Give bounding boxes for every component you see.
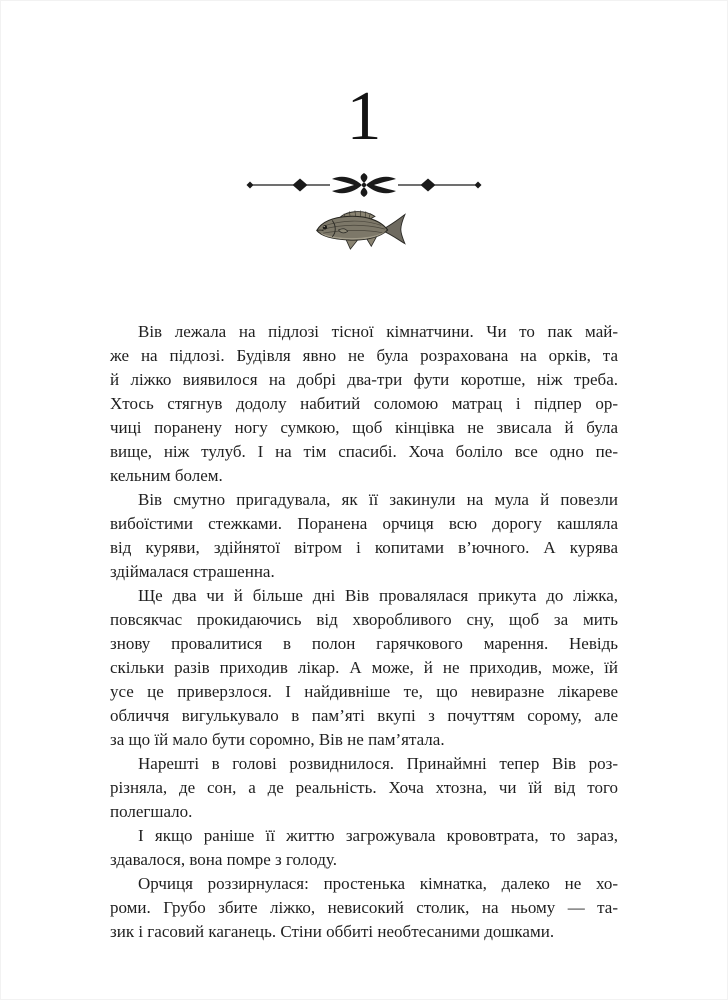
text-line: усе це приверзлося. І найдивніше те, що невиразне лікареве	[110, 682, 618, 701]
text-line: Орчиця роззирнулася: простенька кімнатка, далеко не хо-	[138, 874, 618, 893]
chapter-number: 1	[346, 78, 382, 155]
text-line: обличчя вигулькувало в пам’яті вкупі з почуттям сорому, але	[110, 706, 618, 725]
text-line: І якщо раніше її життю загрожувала крововтрата, то зараз,	[138, 826, 618, 845]
text-line: різняла, де сон, а де реальність. Хоча хтозна, чи їй від того	[110, 778, 618, 797]
fleuron-divider-icon	[244, 172, 484, 198]
text-line: вибоїстими стежками. Поранена орчиця всю дорогу кашляла	[110, 514, 618, 533]
text-line: Вів лежала на підлозі тісної кімнатчини. Чи то пак май-	[138, 322, 618, 341]
fish-illustration	[0, 208, 728, 254]
text-line: Вів смутно пригадувала, як її закинули на мула й повезли	[138, 490, 618, 509]
text-line: знову провалитися в полон гарячкового марення. Невідь	[110, 634, 618, 653]
text-line: здавалося, вона помре з голоду.	[110, 850, 337, 869]
text-line: чиці поранену ногу сумкою, щоб кінцівка не звисала й була	[110, 418, 618, 437]
text-line: повсякчас прокидаючись від хворобливого сну, щоб за мить	[110, 610, 618, 629]
text-line: від куряви, здійнятої вітром і копитами в’ючного. А курява	[110, 538, 618, 557]
text-line: за що їй мало бути соромно, Вів не пам’ятала.	[110, 730, 445, 749]
text-line: роми. Грубо збите ліжко, невисокий столик, на ньому — та-	[110, 898, 618, 917]
chapter-divider-ornament-icon	[0, 172, 728, 198]
text-line: полегшало.	[110, 802, 193, 821]
text-line: здіймалася страшенна.	[110, 562, 275, 581]
text-line: вище, ніж тулуб. І на тім спасибі. Хоча боліло все одно пе-	[110, 442, 618, 461]
text-line: й ліжко виявилося на добрі два-три фути коротше, ніж треба.	[110, 370, 618, 389]
text-line: скільки разів приходив лікар. А може, й не приходив, може, їй	[110, 658, 618, 677]
text-line: Нарешті в голові розвиднилося. Принаймні тепер Вів роз-	[138, 754, 618, 773]
text-line: Хтось стягнув додолу набитий соломою матрац і підпер ор-	[110, 394, 618, 413]
text-line: зик і гасовий каганець. Стіни оббиті необтесаними дошками.	[110, 922, 555, 941]
paragraph	[110, 752, 618, 824]
paragraph	[110, 320, 618, 488]
fish-etching-icon	[314, 208, 414, 252]
paragraph	[110, 488, 618, 584]
text-line: Ще два чи й більше дні Вів провалялася прикута до ліжка,	[138, 586, 618, 605]
text-line: кельним болем.	[110, 466, 223, 485]
paragraph	[110, 872, 618, 944]
chapter-body	[110, 320, 618, 944]
paragraph	[110, 584, 618, 752]
text-line: же на підлозі. Будівля явно не була розрахована на орків, та	[110, 346, 618, 365]
paragraph	[110, 824, 618, 872]
